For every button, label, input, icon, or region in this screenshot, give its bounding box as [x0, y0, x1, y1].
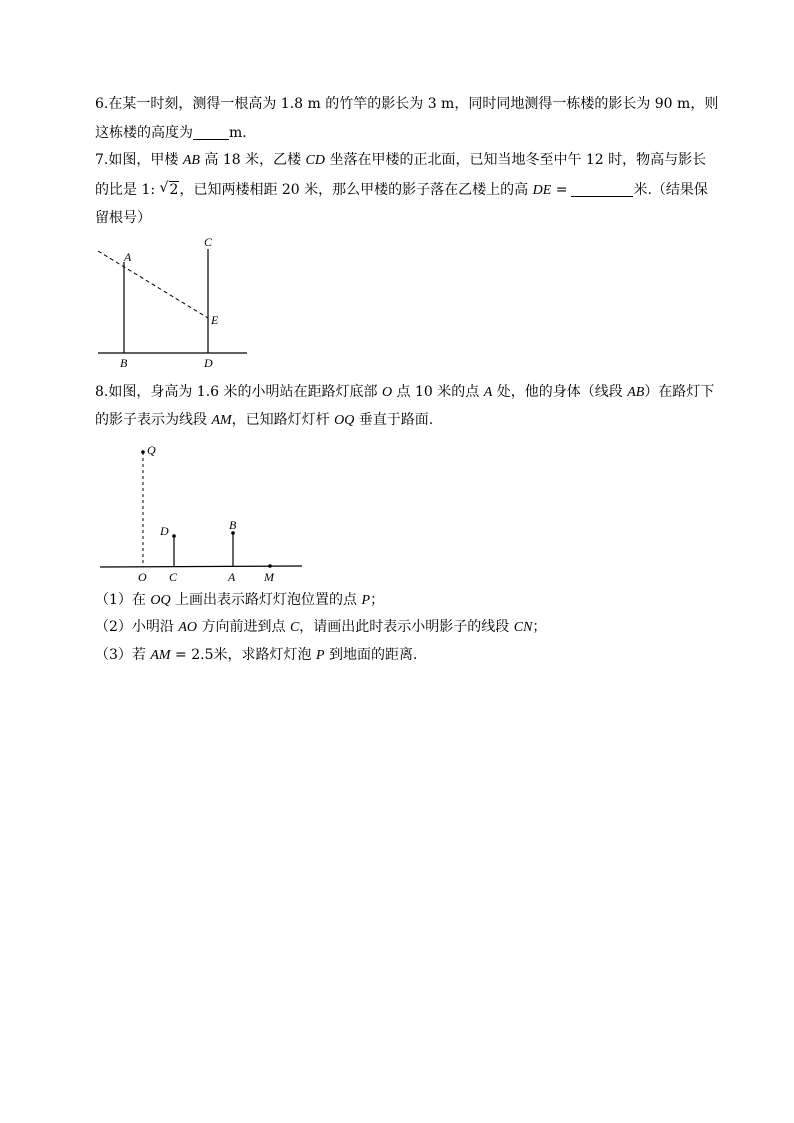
- q7-label-a: A: [124, 250, 132, 264]
- q7-figure: [90, 232, 255, 377]
- q8-sub2-text-d: ，请画出此时表示小明影子的线段: [299, 619, 514, 635]
- q7-var-ab: AB: [182, 153, 200, 168]
- q8-text-2b: ，已知路灯灯杆: [231, 412, 335, 428]
- q7-label-c: C: [204, 235, 213, 249]
- q7-answer-blank: [571, 182, 633, 197]
- q8-sub3-text-c: 到地面的距离.: [324, 647, 418, 663]
- sqrt-symbol: √ 2: [159, 180, 179, 198]
- q8-var-o: O: [381, 385, 393, 400]
- q8-sub1-text-a: （1）在: [95, 592, 151, 608]
- q8-label-o: O: [138, 570, 147, 584]
- q8-sub2-var-c: C: [289, 620, 300, 635]
- q8-label-c: C: [169, 570, 178, 584]
- q8-sub2-var-cn: CN: [513, 620, 533, 635]
- q8-text-1d: ）在路灯下: [644, 384, 715, 400]
- q8-text-1c: 处，他的身体（线段: [492, 384, 628, 400]
- q8-var-a: A: [483, 385, 493, 400]
- q7-text-1c: 坐落在甲楼的正北面，已知当地冬至中午 12 时，物高与影长: [325, 152, 707, 168]
- q7-radicand: 2: [169, 182, 179, 198]
- q8-sub3-var-p: P: [315, 648, 325, 663]
- q7-sunray-dashed: [98, 251, 208, 318]
- q7-line-1: [95, 150, 706, 171]
- q6-answer-blank: [193, 125, 229, 140]
- q7-text-3: 留根号）: [95, 210, 151, 226]
- q8-var-oq: OQ: [334, 413, 355, 428]
- q8-label-a: A: [228, 570, 236, 584]
- q8-sub2-var-ao: AO: [178, 620, 198, 635]
- q7-line-3: [95, 208, 151, 228]
- q8-var-am: AM: [211, 413, 232, 428]
- q8-sub1-var-p: P: [361, 593, 371, 608]
- q8-label-m: M: [264, 570, 274, 584]
- q7-text-2a: 的比是 1:: [95, 182, 160, 198]
- q7-line-2: [95, 180, 708, 201]
- q8-sub1-var-oq: OQ: [150, 593, 171, 608]
- q8-sub3-text-a: （3）若: [95, 647, 151, 663]
- q8-sub-1: [95, 590, 384, 611]
- q7-var-cd: CD: [305, 153, 325, 168]
- q8-text-1b: 点 10 米的点: [392, 384, 484, 400]
- q8-sub1-text-b: 上画出表示路灯灯泡位置的点: [170, 592, 362, 608]
- q8-sub-2: [95, 617, 546, 638]
- q8-figure: [96, 440, 306, 585]
- q8-sub2-text-e: ；: [532, 619, 547, 635]
- q8-label-b: B: [229, 518, 237, 532]
- q8-text-1a: 8.如图，身高为 1.6 米的小明站在距路灯底部: [95, 384, 382, 400]
- q8-sub2-text-b: 方向前进到点: [197, 619, 290, 635]
- q7-text-1a: 7.如图，甲楼: [95, 152, 183, 168]
- q7-var-de: DE: [532, 183, 552, 198]
- q8-point-q: [141, 450, 145, 454]
- q8-line-1: [95, 382, 714, 403]
- q8-sub1-text-c: ；: [370, 592, 385, 608]
- q6-text-1: 6.在某一时刻，测得一根高为 1.8 m 的竹竿的影长为 3 m，同时同地测得一栋楼的影长为 90 m，则: [95, 96, 719, 112]
- q7-text-2d: 米.（结果保: [633, 182, 708, 198]
- q6-line-2: [95, 123, 247, 143]
- q8-sub-3: [95, 645, 417, 666]
- q6-text-2a: 这栋楼的高度为: [95, 125, 193, 141]
- q8-text-2c: 垂直于路面.: [354, 412, 434, 428]
- q7-label-d: D: [204, 356, 213, 370]
- q6-line-1: [95, 94, 718, 114]
- q8-point-d: [172, 534, 176, 538]
- q7-text-2c: =: [551, 182, 568, 198]
- q8-label-q: Q: [147, 443, 156, 457]
- q7-text-2b: ，已知两楼相距 20 米，那么甲楼的影子落在乙楼上的高: [179, 182, 533, 198]
- q8-text-2a: 的影子表示为线段: [95, 412, 212, 428]
- q7-text-1b: 高 18 米，乙楼: [199, 152, 306, 168]
- q8-label-d: D: [160, 524, 169, 538]
- q8-point-m: [268, 564, 272, 568]
- q8-sub3-var-am: AM: [150, 648, 171, 663]
- q7-label-e: E: [211, 313, 219, 327]
- q7-label-b: B: [120, 356, 128, 370]
- q6-text-2b: m.: [229, 125, 247, 141]
- q8-sub3-text-b: = 2.5米，求路灯灯泡: [170, 647, 316, 663]
- q8-sub2-text-a: （2）小明沿: [95, 619, 179, 635]
- q8-var-ab: AB: [627, 385, 645, 400]
- q8-line-2: [95, 410, 433, 431]
